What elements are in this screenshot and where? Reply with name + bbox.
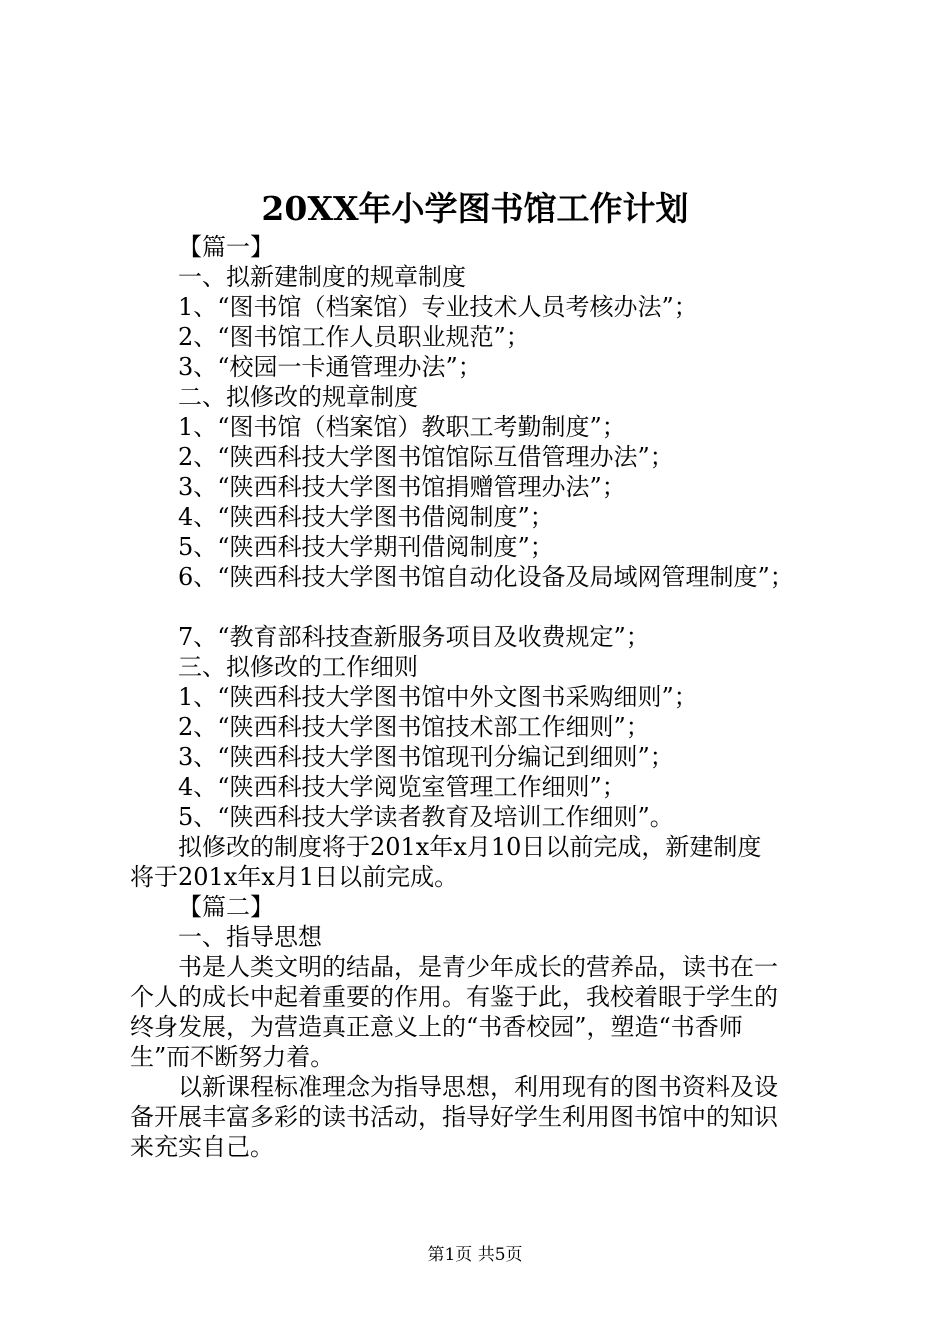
- paragraph-line: 个人的成长中起着重要的作用。有鉴于此，我校着眼于学生的: [130, 983, 778, 1011]
- list-item: 3、“陕西科技大学图书馆捐赠管理办法”；: [178, 473, 626, 501]
- section-heading-1: 【篇一】: [178, 233, 274, 261]
- list-item: 3、“校园一卡通管理办法”；: [178, 353, 482, 381]
- list-item: 4、“陕西科技大学图书借阅制度”；: [178, 503, 554, 531]
- list-item: 5、“陕西科技大学期刊借阅制度”；: [178, 533, 554, 561]
- subheading: 三、拟修改的工作细则: [178, 653, 418, 681]
- list-item: 1、“图书馆（档案馆）专业技术人员考核办法”；: [178, 293, 698, 321]
- paragraph-line: 备开展丰富多彩的读书活动，指导好学生利用图书馆中的知识: [130, 1103, 778, 1131]
- paragraph-line: 终身发展，为营造真正意义上的“书香校园”，塑造“书香师: [130, 1013, 743, 1041]
- paragraph-line: 拟修改的制度将于201x年x月10日以前完成，新建制度: [178, 833, 762, 861]
- list-item: 6、“陕西科技大学图书馆自动化设备及局域网管理制度”；: [178, 563, 794, 591]
- list-item: 3、“陕西科技大学图书馆现刊分编记到细则”；: [178, 743, 674, 771]
- list-item: 2、“陕西科技大学图书馆技术部工作细则”；: [178, 713, 650, 741]
- document-body: [130, 232, 834, 1162]
- section-heading-2: 【篇二】: [178, 893, 274, 921]
- list-item: 4、“陕西科技大学阅览室管理工作细则”；: [178, 773, 626, 801]
- paragraph-line: 以新课程标准理念为指导思想，利用现有的图书资料及设: [178, 1073, 778, 1101]
- blank-line: [130, 592, 834, 622]
- paragraph-line: 生”而不断努力着。: [130, 1043, 335, 1071]
- list-item: 7、“教育部科技查新服务项目及收费规定”；: [178, 623, 650, 651]
- list-item: 5、“陕西科技大学读者教育及培训工作细则”。: [178, 803, 674, 831]
- subheading: 一、拟新建制度的规章制度: [178, 263, 466, 291]
- list-item: 2、“图书馆工作人员职业规范”；: [178, 323, 530, 351]
- paragraph-line: 将于201x年x月1日以前完成。: [130, 863, 459, 891]
- document-title: 20XX年小学图书馆工作计划: [261, 189, 689, 228]
- list-item: 1、“陕西科技大学图书馆中外文图书采购细则”；: [178, 683, 698, 711]
- page-footer: 第1页 共5页: [427, 1245, 523, 1265]
- paragraph-line: 书是人类文明的结晶，是青少年成长的营养品，读书在一: [178, 953, 778, 981]
- list-item: 2、“陕西科技大学图书馆馆际互借管理办法”；: [178, 443, 674, 471]
- subheading: 一、指导思想: [178, 923, 322, 951]
- paragraph-line: 来充实自己。: [130, 1133, 274, 1161]
- list-item: 1、“图书馆（档案馆）教职工考勤制度”；: [178, 413, 626, 441]
- subheading: 二、拟修改的规章制度: [178, 383, 418, 411]
